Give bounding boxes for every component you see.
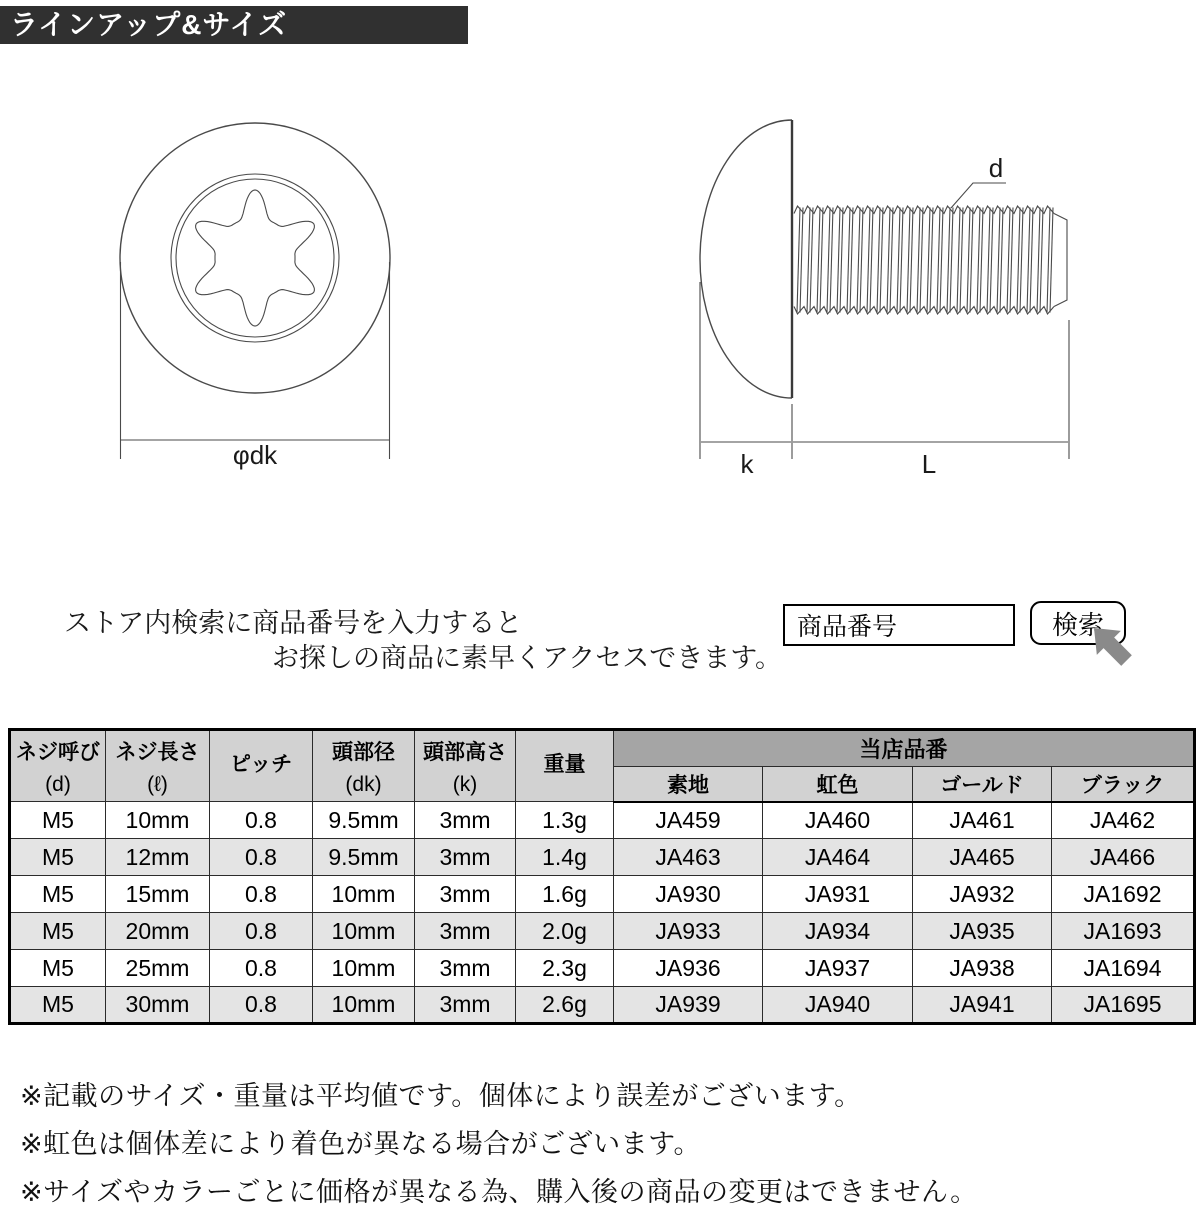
spec-cell: 3mm xyxy=(415,913,516,950)
spec-cell: JA464 xyxy=(763,839,913,876)
spec-cell: JA930 xyxy=(614,876,763,913)
spec-cell: 3mm xyxy=(415,839,516,876)
spec-cell: 20mm xyxy=(106,913,210,950)
spec-cell: 1.3g xyxy=(516,802,614,839)
spec-cell: JA937 xyxy=(763,950,913,987)
spec-row xyxy=(10,913,1195,950)
cursor-arrow-icon xyxy=(1066,616,1146,696)
spec-cell: M5 xyxy=(10,876,106,913)
footnote: ※虹色は個体差により着色が異なる場合がございます。 xyxy=(20,1129,701,1159)
spec-cell: 0.8 xyxy=(210,802,313,839)
spec-cell: JA1694 xyxy=(1052,950,1195,987)
spec-cell: 0.8 xyxy=(210,876,313,913)
spec-cell: JA939 xyxy=(614,987,763,1024)
spec-table xyxy=(8,728,1196,1025)
spec-cell: 0.8 xyxy=(210,987,313,1024)
spec-cell: JA940 xyxy=(763,987,913,1024)
spec-cell: 2.0g xyxy=(516,913,614,950)
spec-cell: 3mm xyxy=(415,876,516,913)
spec-cell: 10mm xyxy=(313,913,415,950)
part-column-gold: ゴールド xyxy=(913,767,1052,802)
spec-row xyxy=(10,802,1195,839)
part-column-plain: 素地 xyxy=(614,767,763,802)
spec-cell: 10mm xyxy=(313,950,415,987)
spec-cell: JA460 xyxy=(763,802,913,839)
search-button[interactable]: 検索 xyxy=(1030,601,1126,645)
spec-cell: 2.3g xyxy=(516,950,614,987)
dimension-lines xyxy=(121,183,1070,459)
shaft-length-label: L xyxy=(921,449,937,479)
screw-front-view xyxy=(120,123,390,393)
spec-cell: JA1692 xyxy=(1052,876,1195,913)
spec-cell: 9.5mm xyxy=(313,802,415,839)
column-header-length: ネジ長さ (ℓ) xyxy=(106,730,210,802)
footnote: ※サイズやカラーごとに価格が異なる為、購入後の商品の変更はできません。 xyxy=(20,1177,978,1207)
spec-cell: JA462 xyxy=(1052,802,1195,839)
spec-cell: JA1695 xyxy=(1052,987,1195,1024)
spec-cell: JA1693 xyxy=(1052,913,1195,950)
thread-hatching xyxy=(794,206,1067,314)
column-header-thread-size: ネジ呼び (d) xyxy=(10,730,106,802)
spec-cell: M5 xyxy=(10,839,106,876)
spec-cell: 1.4g xyxy=(516,839,614,876)
spec-cell: 10mm xyxy=(313,876,415,913)
footnotes xyxy=(20,1074,978,1218)
spec-cell: 0.8 xyxy=(210,950,313,987)
spec-row xyxy=(10,950,1195,987)
spec-cell: M5 xyxy=(10,987,106,1024)
part-column-rainbow: 虹色 xyxy=(763,767,913,802)
column-header-weight: 重量 xyxy=(516,730,614,802)
spec-cell: 10mm xyxy=(313,987,415,1024)
column-header-head-height: 頭部高さ (k) xyxy=(415,730,516,802)
spec-cell: 3mm xyxy=(415,802,516,839)
spec-row xyxy=(10,876,1195,913)
spec-cell: 10mm xyxy=(106,802,210,839)
spec-cell: JA932 xyxy=(913,876,1052,913)
thread-diameter-label: d xyxy=(988,153,1004,183)
spec-cell: 0.8 xyxy=(210,839,313,876)
column-header-part-numbers: 当店品番 xyxy=(614,730,1195,767)
part-column-black: ブラック xyxy=(1052,767,1195,802)
spec-cell: 0.8 xyxy=(210,913,313,950)
head-diameter-label: φdk xyxy=(232,440,278,470)
section-title: ラインアップ&サイズ xyxy=(10,9,288,40)
head-height-label: k xyxy=(740,449,754,479)
spec-cell: JA466 xyxy=(1052,839,1195,876)
column-header-head-diameter: 頭部径 (dk) xyxy=(313,730,415,802)
spec-cell: JA463 xyxy=(614,839,763,876)
spec-cell: 30mm xyxy=(106,987,210,1024)
spec-cell: JA459 xyxy=(614,802,763,839)
spec-cell: JA465 xyxy=(913,839,1052,876)
spec-cell: JA931 xyxy=(763,876,913,913)
search-instruction-line1: ストア内検索に商品番号を入力すると xyxy=(64,608,523,638)
screw-side-view xyxy=(700,120,1067,398)
spec-cell: M5 xyxy=(10,802,106,839)
spec-cell: M5 xyxy=(10,913,106,950)
spec-cell: M5 xyxy=(10,950,106,987)
footnote: ※記載のサイズ・重量は平均値です。個体により誤差がございます。 xyxy=(20,1081,862,1111)
spec-cell: JA933 xyxy=(614,913,763,950)
spec-cell: 12mm xyxy=(106,839,210,876)
spec-cell: 3mm xyxy=(415,950,516,987)
spec-cell: 9.5mm xyxy=(313,839,415,876)
torx-socket-outline xyxy=(196,190,315,326)
spec-row xyxy=(10,987,1195,1024)
search-input[interactable] xyxy=(783,604,1015,646)
search-instruction-line2: お探しの商品に素早くアクセスできます。 xyxy=(272,643,783,673)
spec-cell: JA941 xyxy=(913,987,1052,1024)
spec-cell: 3mm xyxy=(415,987,516,1024)
spec-cell: JA936 xyxy=(614,950,763,987)
spec-cell: 15mm xyxy=(106,876,210,913)
spec-cell: JA934 xyxy=(763,913,913,950)
spec-cell: JA935 xyxy=(913,913,1052,950)
spec-cell: JA461 xyxy=(913,802,1052,839)
screw-technical-drawing xyxy=(0,0,1200,560)
column-header-pitch: ピッチ xyxy=(210,730,313,802)
spec-row xyxy=(10,839,1195,876)
spec-cell: 1.6g xyxy=(516,876,614,913)
spec-cell: 25mm xyxy=(106,950,210,987)
spec-cell: 2.6g xyxy=(516,987,614,1024)
spec-cell: JA938 xyxy=(913,950,1052,987)
